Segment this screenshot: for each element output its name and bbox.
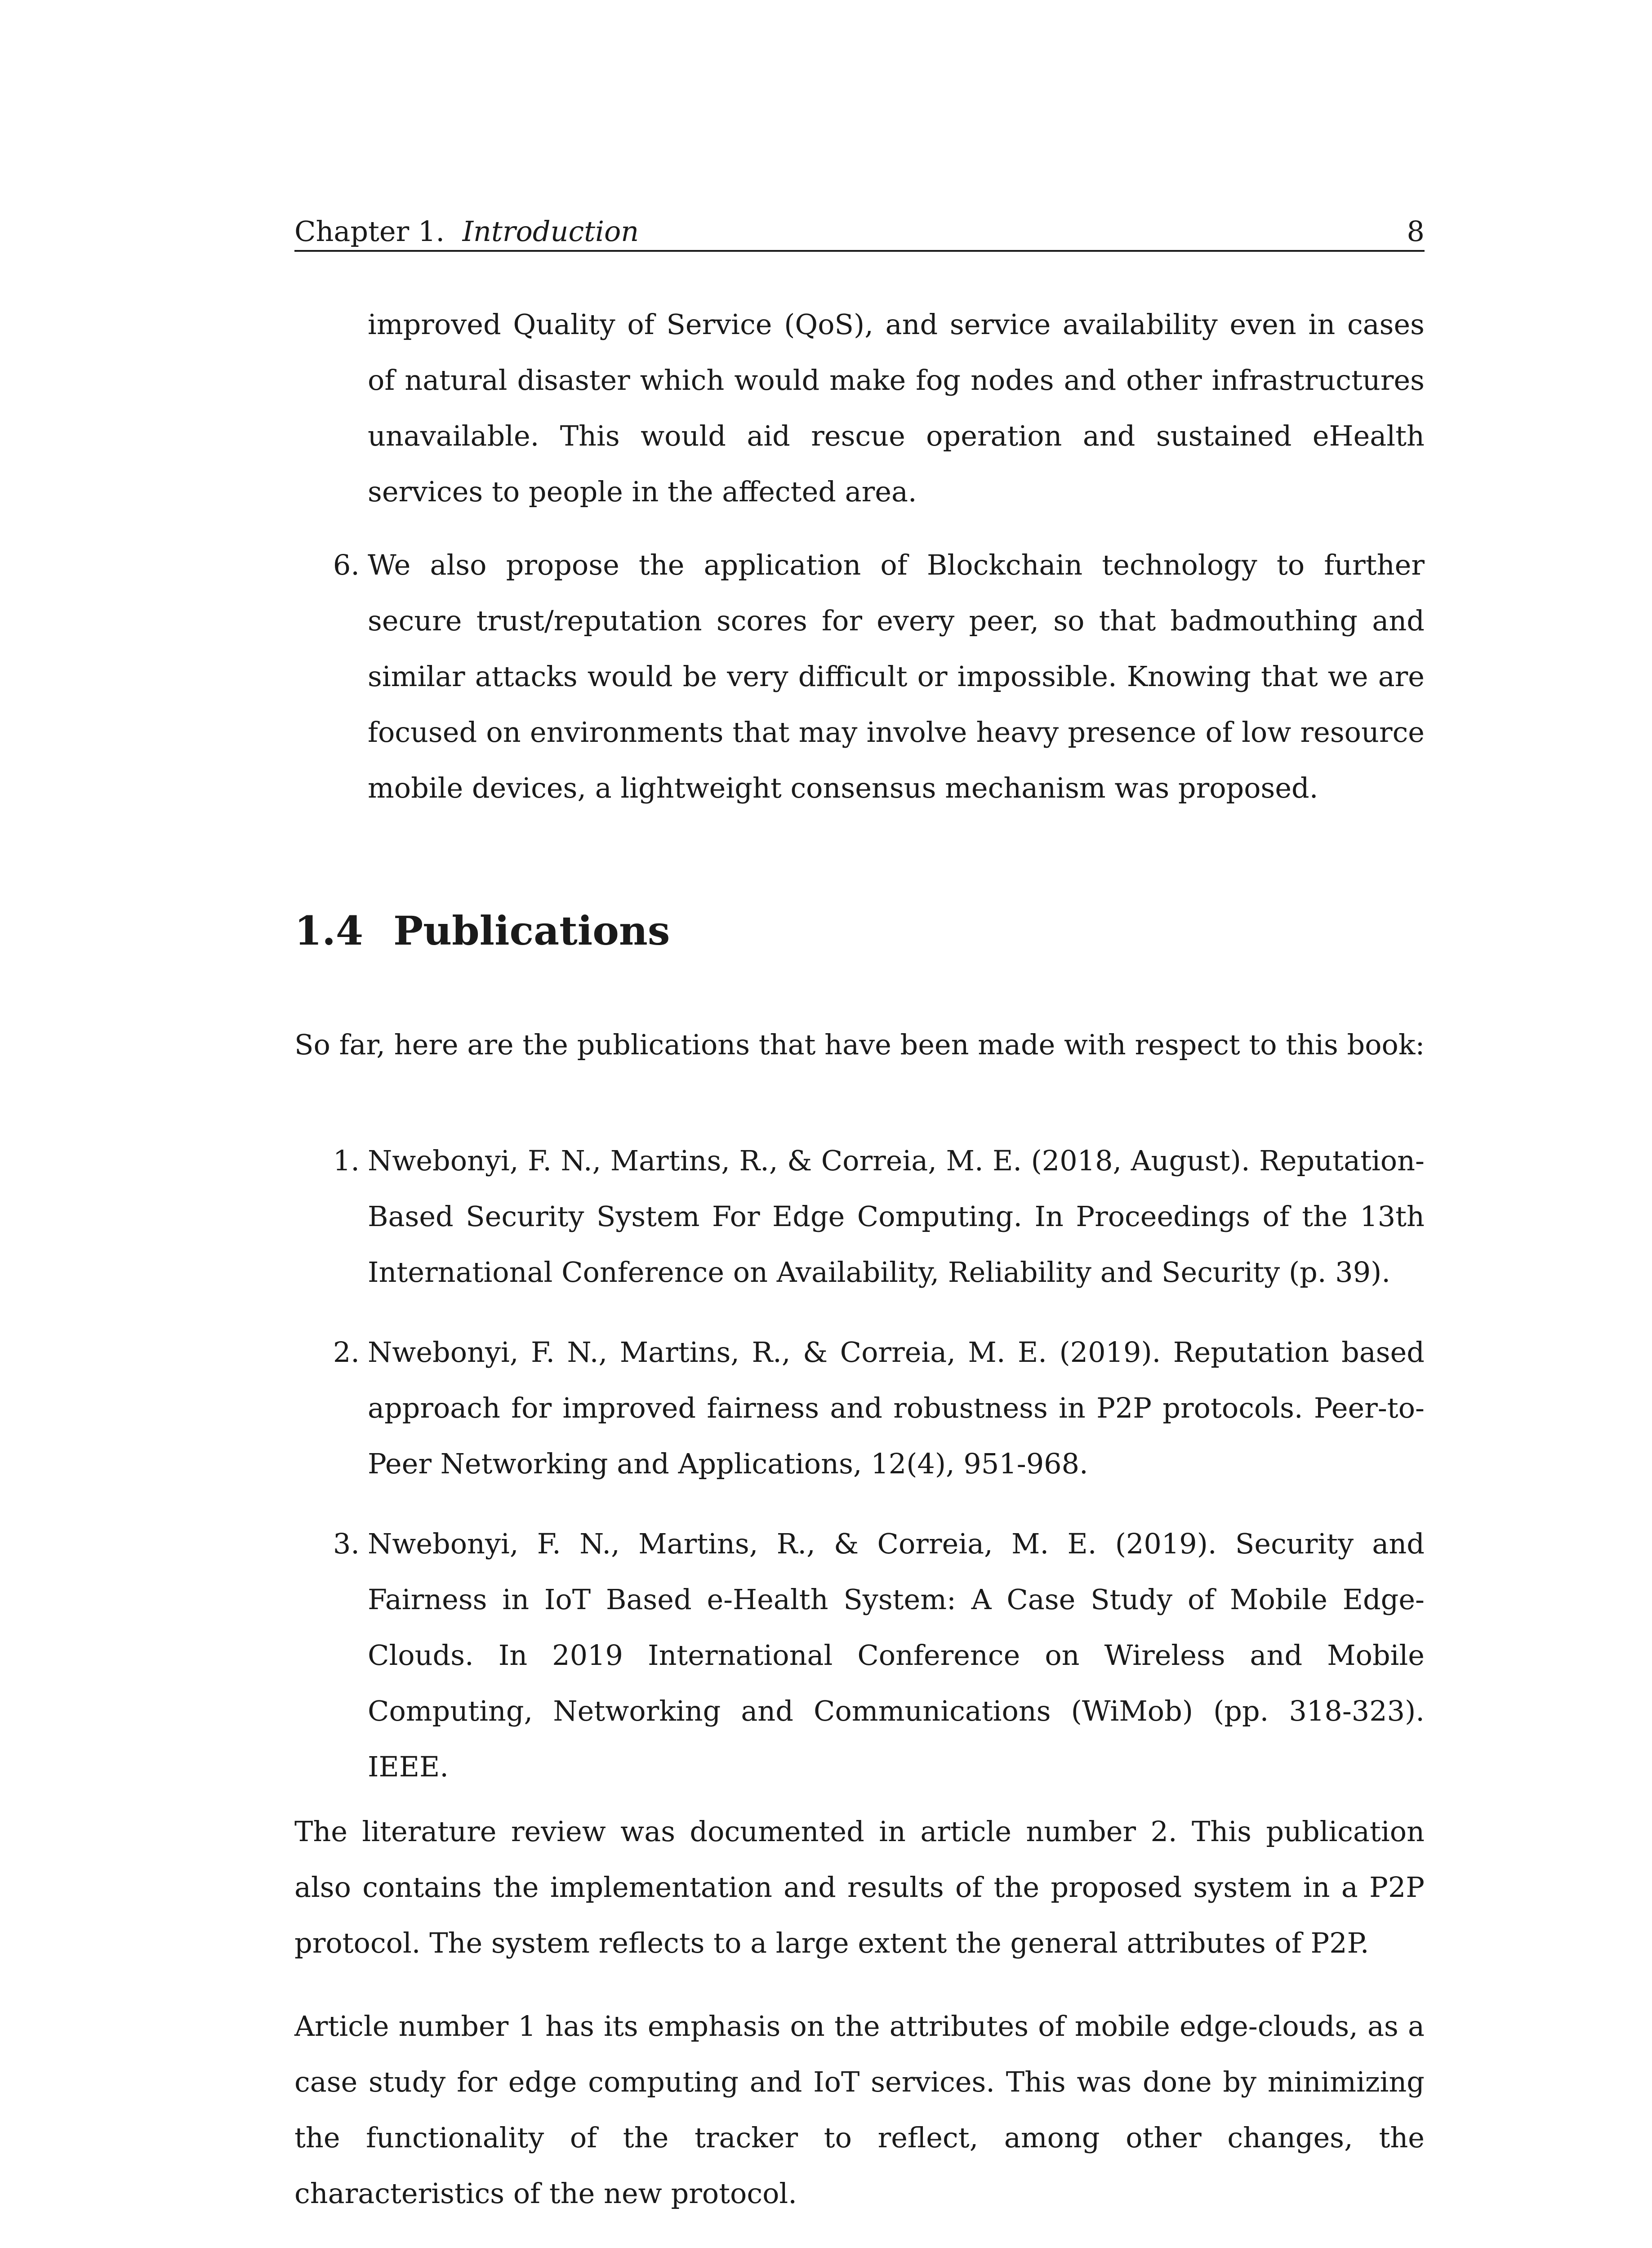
- publications-intro: So far, here are the publications that have been made with respect to this book:: [294, 1028, 1425, 1061]
- publication-2-text: Nwebonyi, F. N., Martins, R., & Correia, M. E. (2019). Reputation based approach for improved fairness and robustness in P2P protocols. Peer-to-Peer Networking and Applications, 12(4), 951-968.: [368, 1336, 1425, 1480]
- section-number: 1.4: [294, 907, 364, 954]
- publication-1-text: Nwebonyi, F. N., Martins, R., & Correia, M. E. (2018, August). Reputation-Based Security System For Edge Computing. In Proceedings of the 13th International Conference on Availability, Reliability and Security (p. 39).: [368, 1144, 1425, 1289]
- chapter-label: Chapter 1.: [294, 215, 445, 248]
- list-item-number-6: 6.: [333, 549, 360, 581]
- section-heading: [294, 904, 670, 958]
- continued-list-item: improved Quality of Service (QoS), and service availability even in cases of natural disaster which would make fog nodes and other infrastructures unavailable. This would aid rescue operation and sustained eHealth services to people in the affected area.: [368, 308, 1425, 508]
- header-rule: [294, 250, 1425, 252]
- chapter-heading: [294, 211, 639, 252]
- chapter-title: Introduction: [462, 215, 639, 248]
- paragraph-article-1: Article number 1 has its emphasis on the attributes of mobile edge-clouds, as a case study for edge computing and IoT services. This was done by minimizing the functionality of the tracker to reflect, among other changes, the characteristics of the new protocol.: [294, 2010, 1425, 2210]
- publication-number-1: 1.: [333, 1144, 360, 1177]
- paragraph-literature-review: The literature review was documented in article number 2. This publication also contains the implementation and results of the proposed system in a P2P protocol. The system reflects to a large extent the general attributes of P2P.: [294, 1815, 1425, 1959]
- publication-number-3: 3.: [333, 1527, 360, 1560]
- section-title: Publications: [393, 907, 670, 954]
- list-item-6-text: We also propose the application of Blockchain technology to further secure trust/reputation scores for every peer, so that badmouthing and similar attacks would be very difficult or impossible. Knowing that we are focused on environments that may involve heavy presence of low resource mobile devices, a lightweight consensus mechanism was proposed.: [368, 549, 1425, 804]
- publication-3-text: Nwebonyi, F. N., Martins, R., & Correia, M. E. (2019). Security and Fairness in IoT Based e-Health System: A Case Study of Mobile Edge-Clouds. In 2019 International Conference on Wireless and Mobile Computing, Networking and Communications (WiMob) (pp. 318-323). IEEE.: [368, 1527, 1425, 1783]
- publication-number-2: 2.: [333, 1336, 360, 1369]
- running-header: [294, 211, 1425, 252]
- page-number: 8: [1407, 215, 1425, 248]
